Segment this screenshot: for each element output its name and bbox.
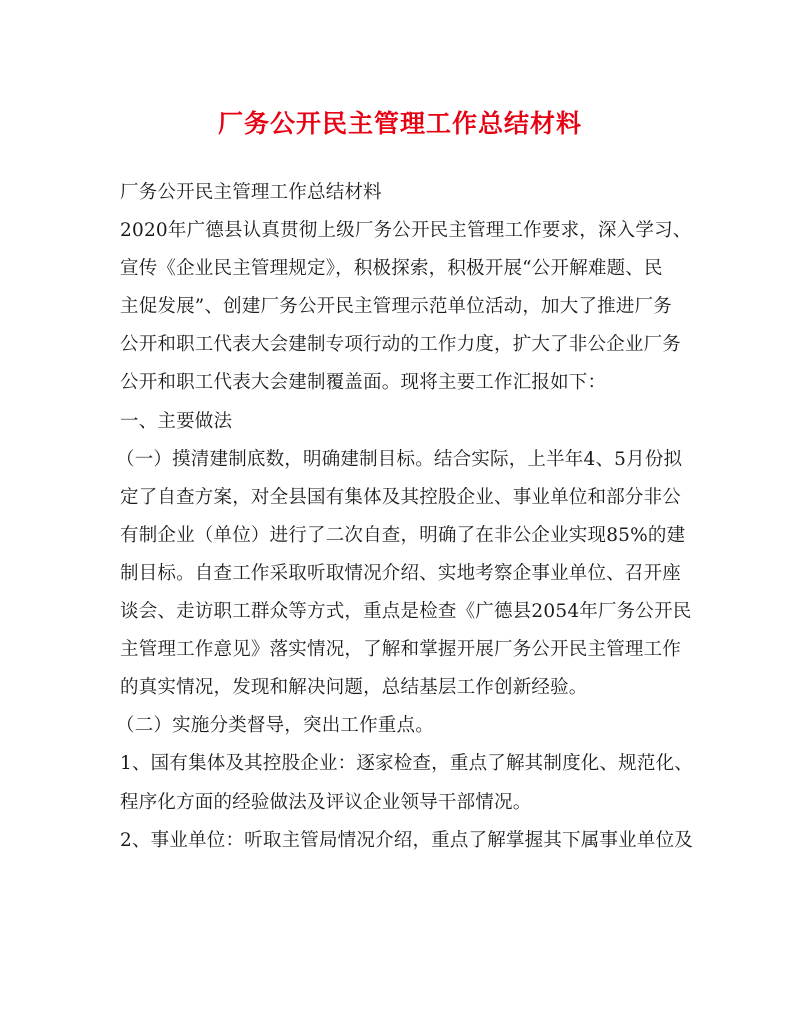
section-heading: 一、主要做法	[120, 410, 233, 432]
body-line: 公开和职工代表大会建制覆盖面。现将主要工作汇报如下：	[120, 372, 607, 394]
body-line: 2020年广德县认真贯彻上级厂务公开民主管理工作要求，深入学习、	[120, 220, 692, 242]
body-line: 宣传《企业民主管理规定》，积极探索，积极开展“公开解难题、民	[120, 258, 663, 280]
body-line: 的真实情况，发现和解决问题，总结基层工作创新经验。	[120, 677, 588, 699]
body-line: 制目标。自查工作采取听取情况介绍、实地考察企事业单位、召开座	[120, 562, 682, 584]
body-line: 2、事业单位：听取主管局情况介绍，重点了解掌握其下属事业单位及	[120, 829, 693, 851]
body-line: 厂务公开民主管理工作总结材料	[120, 182, 382, 203]
body-line: 主管理工作意见》落实情况，了解和掌握开展厂务公开民主管理工作	[120, 639, 682, 661]
body-line: 定了自查方案，对全县国有集体及其控股企业、事业单位和部分非公	[120, 486, 682, 508]
body-line: 主促发展”、创建厂务公开民主管理示范单位活动，加大了推进厂务	[120, 296, 672, 318]
body-line: 程序化方面的经验做法及评议企业领导干部情况。	[120, 791, 532, 813]
subsection-heading: （一）摸清建制底数，明确建制目标。结合实际，上半年4、5月份拟	[116, 448, 683, 470]
body-line: 谈会、走访职工群众等方式，重点是检查《广德县2054年厂务公开民	[120, 601, 692, 623]
subsection-heading: （二）实施分类督导，突出工作重点。	[116, 715, 434, 737]
body-line: 有制企业（单位）进行了二次自查，明确了在非公企业实现85%的建	[120, 524, 686, 546]
body-line: 1、国有集体及其控股企业：逐家检查，重点了解其制度化、规范化、	[120, 753, 693, 775]
document-body	[116, 174, 693, 860]
document-title: 厂务公开民主管理工作总结材料	[217, 109, 582, 138]
body-line: 公开和职工代表大会建制专项行动的工作力度，扩大了非公企业厂务	[120, 334, 682, 356]
